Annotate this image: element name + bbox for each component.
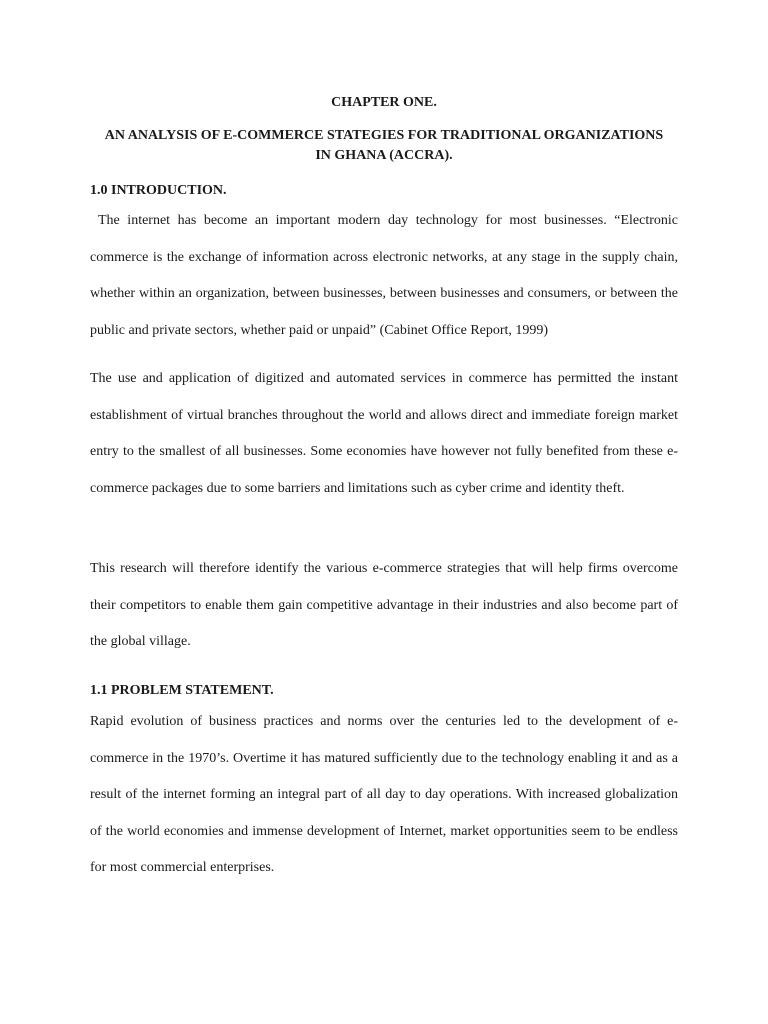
section-heading-introduction: 1.0 INTRODUCTION. (90, 183, 227, 198)
paragraph-problem-1: Rapid evolution of business practices and norms over the centuries led to the development of e-commerce in the 1970’s. Overtime it has matured sufficiently due to the technology enabling it and as a result of the internet forming an integral part of all day to day operations. With increased globalization of the world economies and immense development of Internet, market opportunities seem to be endless for most commercial enterprises. (90, 714, 678, 875)
paragraph-intro-3: This research will therefore identify the various e-commerce strategies that will help firms overcome their competitors to enable them gain competitive advantage in their industries and also become part of the global village. (90, 561, 678, 649)
paragraph-intro-2: The use and application of digitized and automated services in commerce has permitted the instant establishment of virtual branches throughout the world and allows direct and immediate foreign market entry to the smallest of all businesses. Some economies have however not fully benefited from these e-commerce packages due to some barriers and limitations such as cyber crime and identity theft. (90, 371, 678, 496)
section-heading-problem-statement: 1.1 PROBLEM STATEMENT. (90, 683, 274, 698)
chapter-heading: CHAPTER ONE. (331, 95, 437, 110)
paragraph-intro-1: The internet has become an important modern day technology for most businesses. “Electronic commerce is the exchange of information across electronic networks, at any stage in the supply chain, whether within an organization, between businesses, between businesses and consumers, or between the public and private sectors, whether paid or unpaid” (Cabinet Office Report, 1999) (90, 213, 678, 338)
document-title: AN ANALYSIS OF E-COMMERCE STATEGIES FOR TRADITIONAL ORGANIZATIONS IN GHANA (ACCRA). (104, 128, 664, 163)
